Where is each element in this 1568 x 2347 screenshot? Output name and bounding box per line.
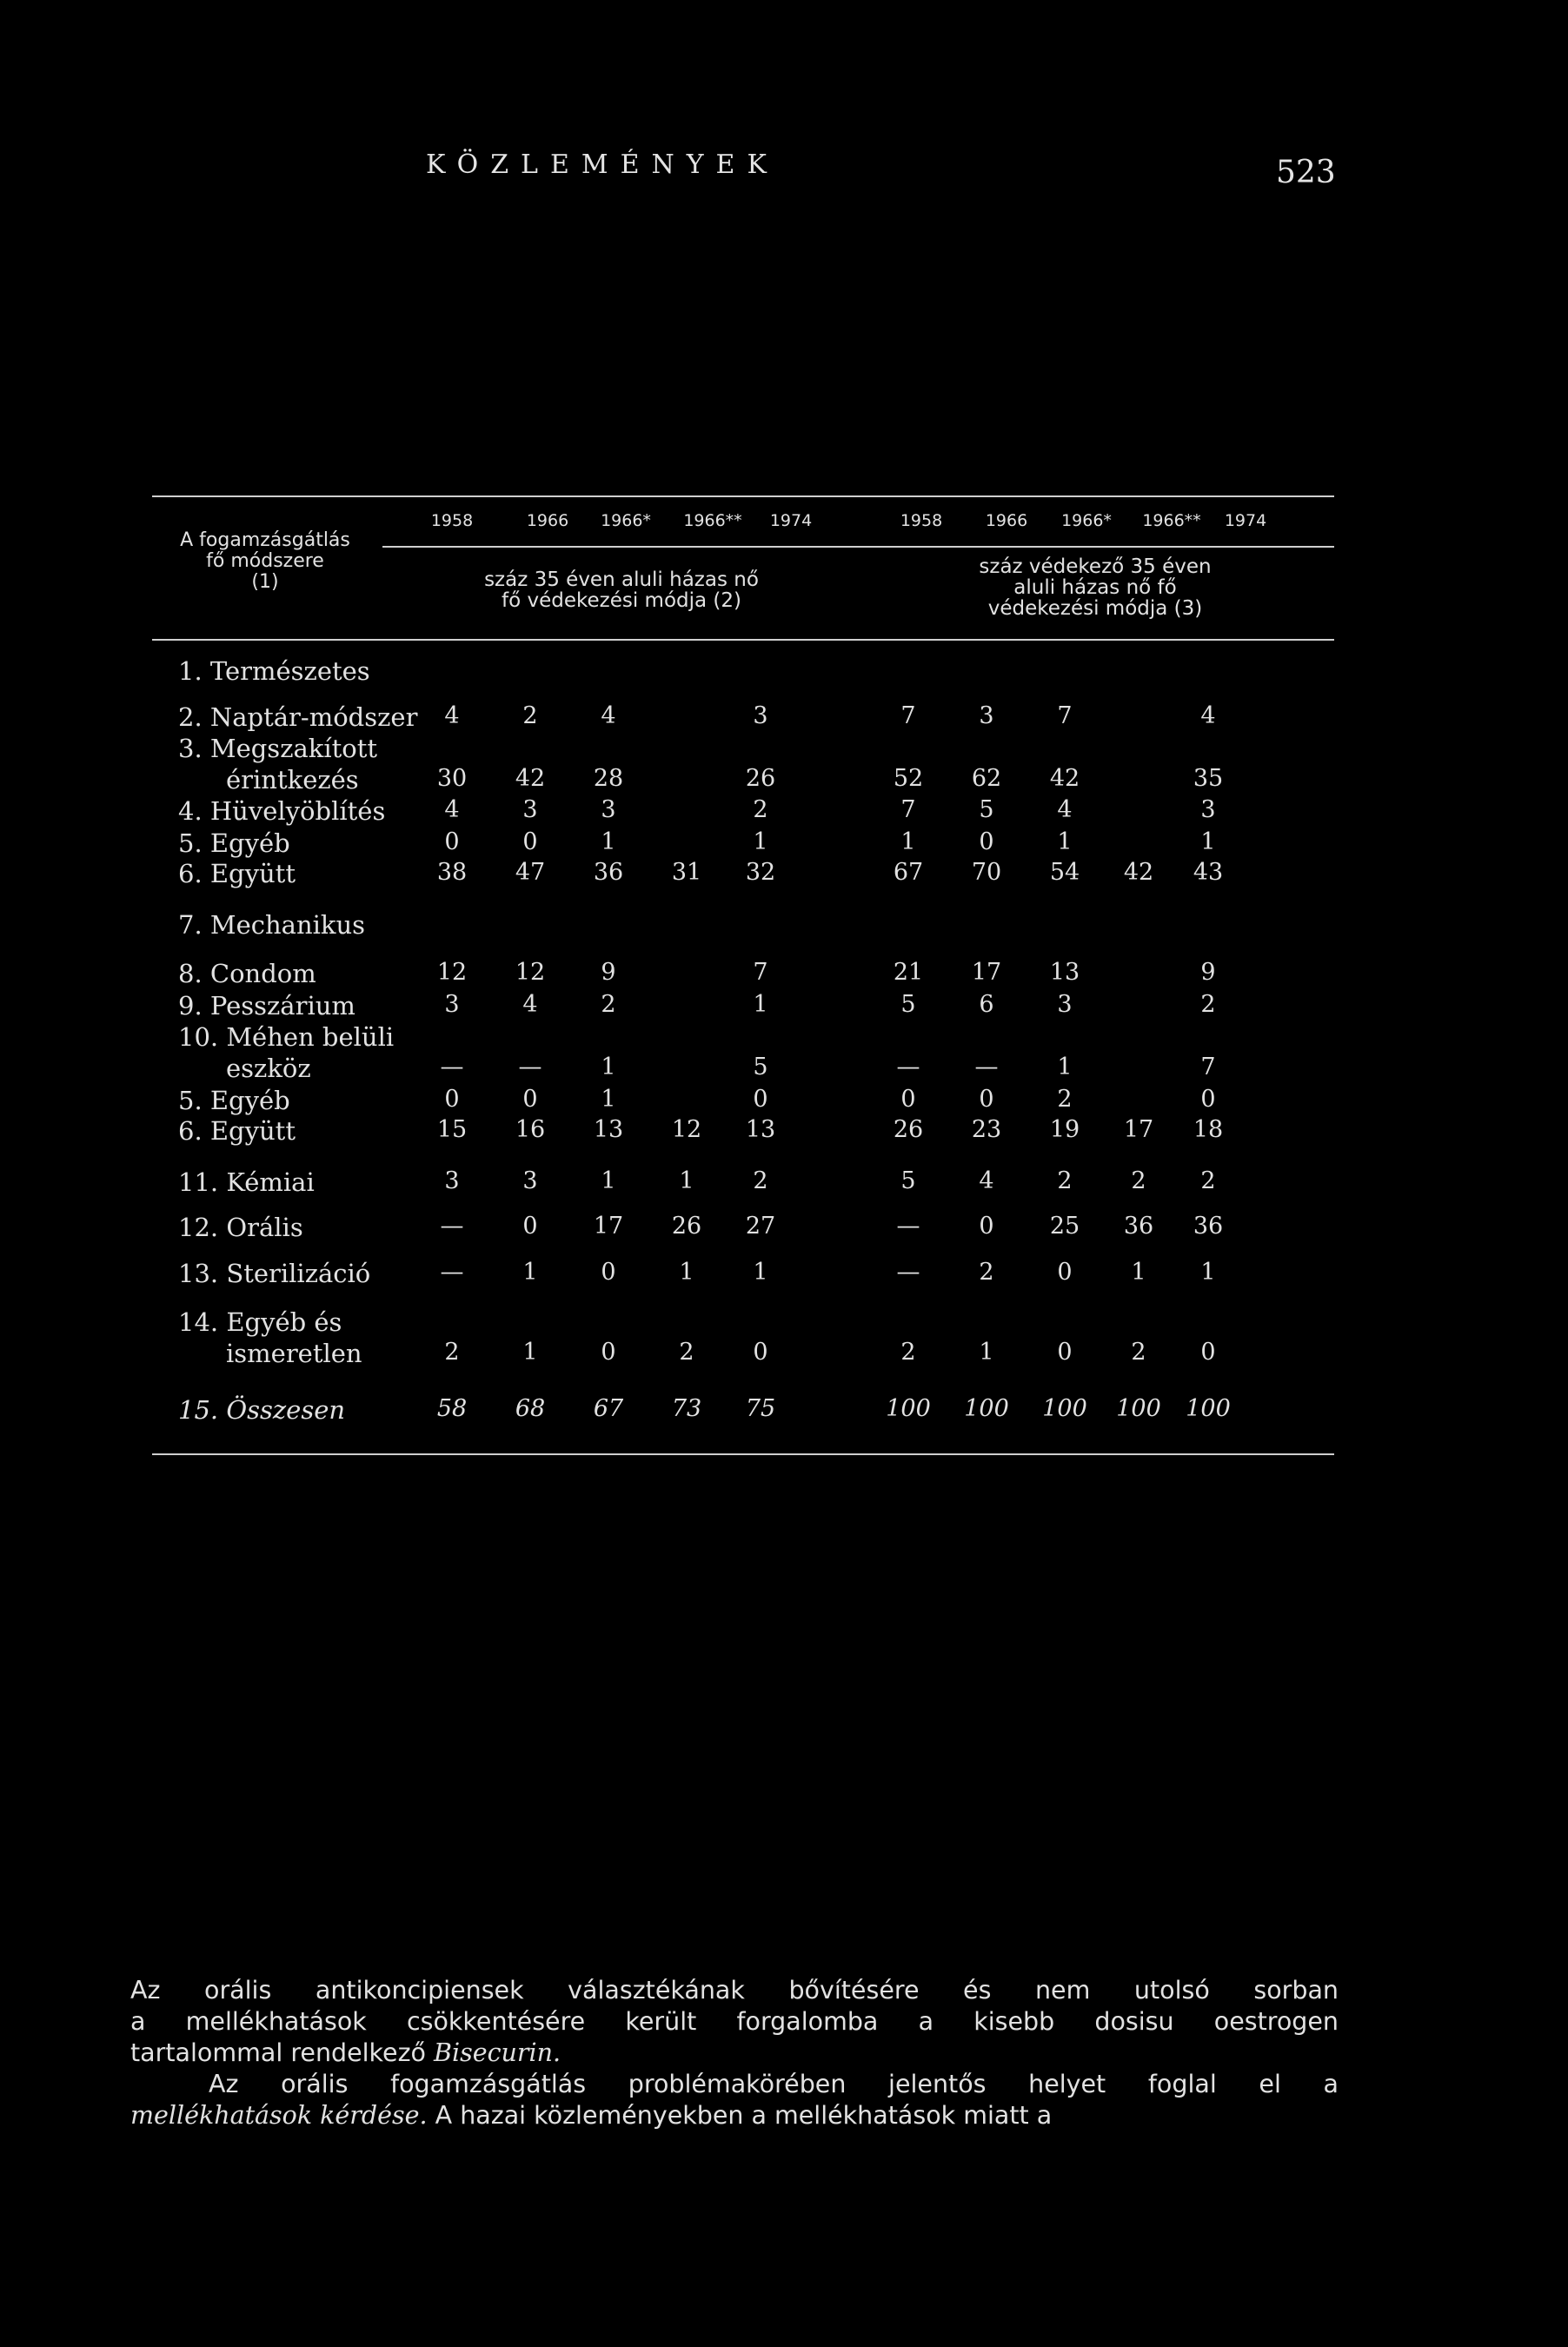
table-cell: 31 (671, 859, 702, 886)
table-cell: 27 (745, 1213, 776, 1240)
row-label: 9. Pesszárium (178, 991, 355, 1021)
table-cell: 12 (671, 1116, 702, 1143)
table-cell: 42 (515, 765, 546, 792)
table-cell: 0 (1057, 1259, 1073, 1286)
table-cell: 58 (436, 1395, 468, 1422)
year-header: 1966** (683, 511, 742, 530)
table-cell: 0 (1200, 1339, 1216, 1366)
row-label: 15. Összesen (178, 1395, 346, 1425)
row-label: 6. Együtt (178, 859, 296, 888)
table-cell: 7 (753, 959, 768, 986)
table-top-rule (152, 495, 1334, 497)
table-cell: 4 (522, 991, 538, 1018)
table-cell: 35 (1193, 765, 1224, 792)
table-cell: 3 (601, 796, 616, 823)
table-cell: 13 (1049, 959, 1080, 986)
row-label: 13. Sterilizáció (178, 1259, 371, 1288)
table-cell: — (974, 1054, 999, 1080)
year-header: 1958 (900, 511, 943, 530)
table-cell: 2 (753, 796, 768, 823)
row-label: érintkezés (226, 765, 359, 795)
table-cell: 0 (979, 1213, 994, 1240)
table-cell: 1 (679, 1167, 694, 1194)
table-cell: 0 (753, 1086, 768, 1113)
table-cell: 7 (1057, 702, 1073, 729)
table-cell: 4 (1057, 796, 1073, 823)
year-header: 1966 (985, 511, 1028, 530)
row-label: 7. Mechanikus (178, 910, 366, 940)
paragraph-line: mellékhatások kérdése. A hazai közleményekben a mellékhatások miatt a (130, 2101, 1053, 2130)
row-label: 6. Együtt (178, 1116, 296, 1146)
table-cell: 2 (522, 702, 538, 729)
table-cell: 0 (444, 828, 460, 855)
table-cell: 100 (886, 1395, 931, 1422)
table-cell: 70 (971, 859, 1002, 886)
table-row (148, 1054, 1334, 1085)
table-cell: 3 (522, 796, 538, 823)
table-cell: 68 (515, 1395, 546, 1422)
table-cell: 67 (893, 859, 924, 886)
table-cell: 47 (515, 859, 546, 886)
table-cell: 17 (1123, 1116, 1154, 1143)
table-cell: 28 (593, 765, 624, 792)
table-cell: 36 (593, 859, 624, 886)
row-label: 3. Megszakított (178, 734, 378, 763)
table-row (148, 702, 1334, 734)
table-cell: 2 (1131, 1339, 1146, 1366)
table-cell: 12 (515, 959, 546, 986)
table-cell: — (440, 1213, 464, 1240)
table-cell: 2 (679, 1339, 694, 1366)
italic-term: mellékhatások kérdése. (130, 2101, 428, 2130)
table-cell: 17 (593, 1213, 624, 1240)
table-cell: 7 (1200, 1054, 1216, 1080)
table-cell: 0 (979, 828, 994, 855)
table-cell: 19 (1049, 1116, 1080, 1143)
table-row (148, 765, 1334, 796)
group1-header-line: száz 35 éven aluli házas nő (484, 568, 759, 591)
table-cell: 0 (601, 1259, 616, 1286)
table-cell: 7 (900, 702, 916, 729)
paragraph-line: tartalommal rendelkező Bisecurin. (130, 2038, 561, 2067)
table-cell: 5 (979, 796, 994, 823)
table-cell: 0 (444, 1086, 460, 1113)
paragraph-line: Az orális antikoncipiensek választékának bővítésére és nem utolsó sorban (130, 1976, 1339, 2005)
table-cell: 3 (444, 1167, 460, 1194)
table-cell: 3 (444, 991, 460, 1018)
table-cell: 0 (900, 1086, 916, 1113)
table-cell: 6 (979, 991, 994, 1018)
table-cell: 1 (900, 828, 916, 855)
year-header: 1966* (601, 511, 651, 530)
table-cell: 5 (900, 991, 916, 1018)
table-cell: 1 (753, 991, 768, 1018)
table-cell: 2 (1057, 1167, 1073, 1194)
table-cell: 2 (753, 1167, 768, 1194)
table-cell: 0 (601, 1339, 616, 1366)
table-cell: 5 (753, 1054, 768, 1080)
table-cell: 1 (1131, 1259, 1146, 1286)
table-cell: 26 (671, 1213, 702, 1240)
table-cell: 2 (1057, 1086, 1073, 1113)
table-cell: — (518, 1054, 542, 1080)
table-cell: 0 (1057, 1339, 1073, 1366)
table-row (148, 1022, 1334, 1054)
table-cell: 25 (1049, 1213, 1080, 1240)
year-header: 1974 (769, 511, 813, 530)
table-row (148, 910, 1334, 941)
table-cell: 1 (753, 828, 768, 855)
table-cell: 0 (979, 1086, 994, 1113)
stub-header-line: A fogamzásgátlás (180, 529, 350, 551)
table-cell: 100 (1186, 1395, 1231, 1422)
table-cell: 0 (753, 1339, 768, 1366)
table-cell: 4 (444, 702, 460, 729)
table-cell: 75 (745, 1395, 776, 1422)
group1-header-line: fő védekezési módja (2) (502, 589, 741, 612)
group1-header (409, 569, 834, 611)
group2-header-line: védekezési módja (3) (987, 597, 1203, 620)
row-label: ismeretlen (226, 1339, 362, 1368)
table-row (148, 959, 1334, 990)
table-cell: 43 (1193, 859, 1224, 886)
table-row (148, 656, 1334, 688)
year-header: 1974 (1224, 511, 1267, 530)
year-header: 1966 (526, 511, 569, 530)
table-cell: 4 (979, 1167, 994, 1194)
table-cell: 1 (1057, 1054, 1073, 1080)
table-cell: 21 (893, 959, 924, 986)
table-cell: 12 (436, 959, 468, 986)
table-cell: 1 (753, 1259, 768, 1286)
table-row (148, 1116, 1334, 1147)
table-cell: 100 (964, 1395, 1009, 1422)
body-paragraph (130, 1975, 1339, 2131)
table-cell: 36 (1193, 1213, 1224, 1240)
table-cell: 42 (1049, 765, 1080, 792)
table-cell: 0 (522, 1086, 538, 1113)
table-cell: 0 (1200, 1086, 1216, 1113)
table-cell: 67 (593, 1395, 624, 1422)
table-cell: 13 (593, 1116, 624, 1143)
row-label: 11. Kémiai (178, 1167, 315, 1197)
table-cell: 1 (1057, 828, 1073, 855)
table-cell: 52 (893, 765, 924, 792)
table-cell: 3 (753, 702, 768, 729)
stub-header-line: fő módszere (206, 550, 324, 572)
stub-header (148, 530, 382, 593)
table-cell: — (896, 1259, 920, 1286)
table-row (148, 734, 1334, 765)
table-cell: 36 (1123, 1213, 1154, 1240)
table-cell: 3 (1057, 991, 1073, 1018)
table-cell: 2 (1200, 991, 1216, 1018)
table-row (148, 1307, 1334, 1339)
contraception-methods-table (148, 487, 1334, 1469)
table-cell: 100 (1116, 1395, 1161, 1422)
table-cell: 62 (971, 765, 1002, 792)
row-label: 12. Orális (178, 1213, 303, 1242)
group2-header-line: száz védekező 35 éven (979, 555, 1212, 578)
year-header: 1966* (1061, 511, 1112, 530)
year-header: 1966** (1142, 511, 1201, 530)
table-cell: 1 (601, 1086, 616, 1113)
table-cell: 2 (1131, 1167, 1146, 1194)
table-row (148, 796, 1334, 828)
table-row (148, 1167, 1334, 1199)
table-cell: 3 (522, 1167, 538, 1194)
table-cell: 0 (522, 1213, 538, 1240)
table-row (148, 1086, 1334, 1117)
table-cell: — (896, 1213, 920, 1240)
header-bottom-rule (152, 639, 1334, 641)
row-label: 1. Természetes (178, 656, 370, 686)
table-cell: 2 (444, 1339, 460, 1366)
table-cell: 1 (1200, 1259, 1216, 1286)
table-cell: 26 (893, 1116, 924, 1143)
table-cell: 15 (436, 1116, 468, 1143)
row-label: 4. Hüvelyöblítés (178, 796, 386, 826)
row-label: eszköz (226, 1054, 311, 1083)
table-cell: 5 (900, 1167, 916, 1194)
table-row (148, 828, 1334, 860)
table-cell: 42 (1123, 859, 1154, 886)
table-cell: 9 (1200, 959, 1216, 986)
group2-header (895, 556, 1295, 619)
table-cell: 4 (1200, 702, 1216, 729)
table-cell: 3 (979, 702, 994, 729)
table-cell: 32 (745, 859, 776, 886)
table-cell: 3 (1200, 796, 1216, 823)
table-cell: 100 (1042, 1395, 1087, 1422)
table-cell: 2 (601, 991, 616, 1018)
row-label: 14. Egyéb és (178, 1307, 342, 1337)
table-cell: 26 (745, 765, 776, 792)
stub-header-line: (1) (251, 571, 279, 593)
table-cell: 1 (1200, 828, 1216, 855)
header-mid-rule (382, 546, 1334, 548)
row-label: 10. Méhen belüli (178, 1022, 395, 1052)
table-row (148, 1395, 1334, 1426)
running-header: KÖZLEMÉNYEK (426, 150, 779, 180)
table-row (148, 1339, 1334, 1370)
table-cell: 23 (971, 1116, 1002, 1143)
table-row (148, 991, 1334, 1022)
table-cell: 1 (979, 1339, 994, 1366)
italic-term: Bisecurin. (434, 2038, 561, 2067)
table-cell: 30 (436, 765, 468, 792)
table-row (148, 1213, 1334, 1244)
table-cell: 54 (1049, 859, 1080, 886)
table-cell: 38 (436, 859, 468, 886)
table-cell: 2 (900, 1339, 916, 1366)
table-cell: 1 (601, 828, 616, 855)
table-bottom-rule (152, 1453, 1334, 1455)
row-label: 5. Egyéb (178, 1086, 290, 1115)
table-cell: 7 (900, 796, 916, 823)
table-cell: 1 (601, 1167, 616, 1194)
table-row (148, 1259, 1334, 1290)
table-cell: 1 (522, 1339, 538, 1366)
table-cell: 1 (679, 1259, 694, 1286)
year-header: 1958 (430, 511, 474, 530)
table-cell: 16 (515, 1116, 546, 1143)
table-cell: — (440, 1259, 464, 1286)
table-row (148, 859, 1334, 890)
table-cell: — (440, 1054, 464, 1080)
paragraph-line: a mellékhatások csökkentésére került forgalomba a kisebb dosisu oestrogen (130, 2007, 1339, 2036)
table-cell: 4 (601, 702, 616, 729)
table-cell: 9 (601, 959, 616, 986)
row-label: 2. Naptár-módszer (178, 702, 418, 732)
page-number: 523 (1276, 155, 1336, 190)
table-cell: 1 (522, 1259, 538, 1286)
row-label: 8. Condom (178, 959, 316, 988)
table-cell: 17 (971, 959, 1002, 986)
group2-header-line: aluli házas nő fő (1013, 576, 1177, 599)
table-cell: 13 (745, 1116, 776, 1143)
paragraph-line: Az orális fogamzásgátlás problémakörében jelentős helyet foglal el a (209, 2070, 1339, 2098)
table-cell: 18 (1193, 1116, 1224, 1143)
table-cell: 73 (671, 1395, 702, 1422)
table-cell: — (896, 1054, 920, 1080)
table-cell: 1 (601, 1054, 616, 1080)
table-cell: 2 (979, 1259, 994, 1286)
table-cell: 4 (444, 796, 460, 823)
table-cell: 0 (522, 828, 538, 855)
table-cell: 2 (1200, 1167, 1216, 1194)
row-label: 5. Egyéb (178, 828, 290, 858)
